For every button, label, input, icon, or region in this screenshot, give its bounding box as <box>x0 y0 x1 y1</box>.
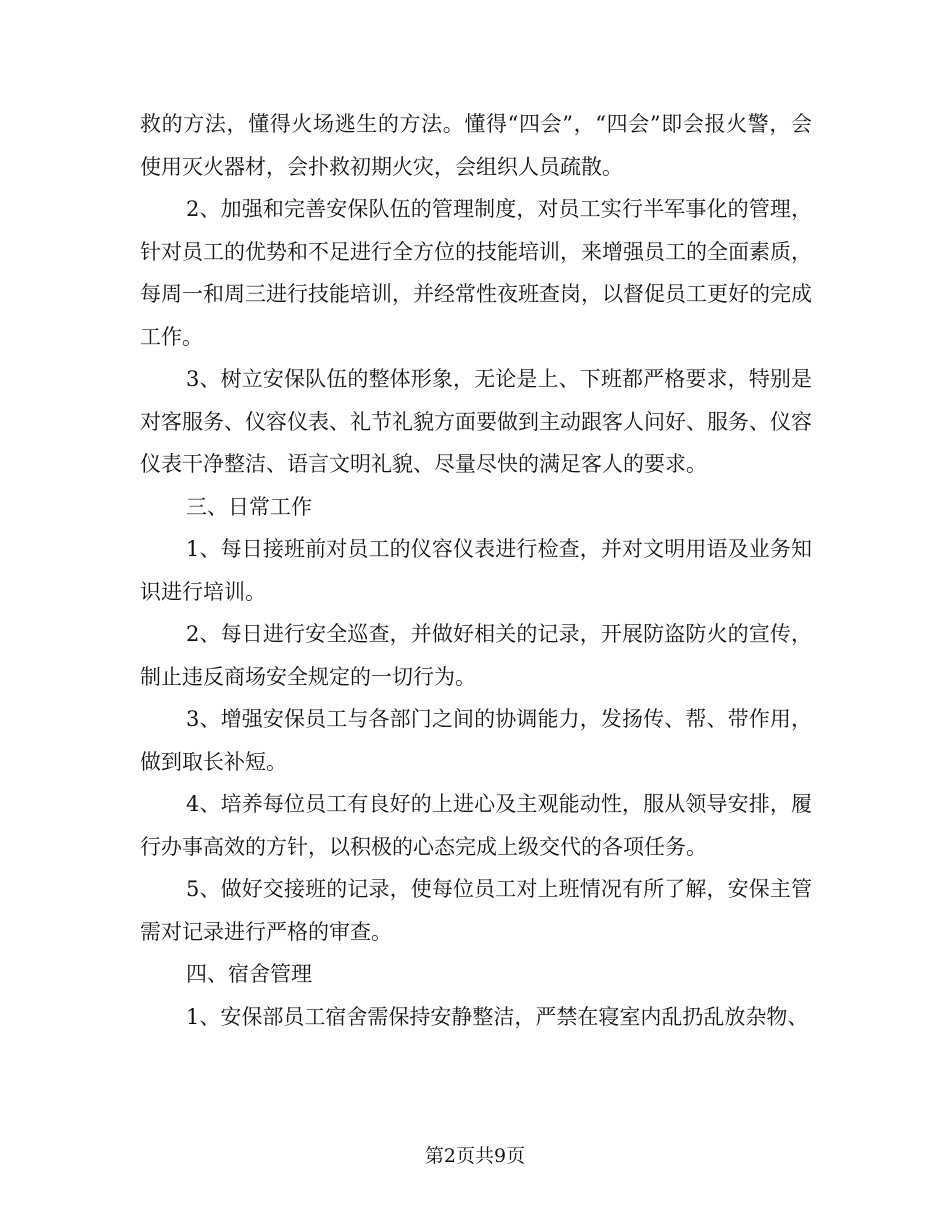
document-body <box>140 103 812 1038</box>
paragraph-motivation: 4、培养每位员工有良好的上进心及主观能动性，服从领导安排，履行办事高效的方针，以积极的心态完成上级交代的各项任务。 <box>140 792 812 859</box>
paragraph-dormitory-rules: 1、安保部员工宿舍需保持安静整洁，严禁在寝室内乱扔乱放杂物、 <box>186 1004 809 1029</box>
paragraph-team-image: 3、树立安保队伍的整体形象，无论是上、下班都严格要求，特别是对客服务、仪容仪表、礼节礼貌方面要做到主动跟客人问好、服务、仪容仪表干净整洁、语言文明礼貌、尽量尽快的满足客人的要求。 <box>140 367 812 476</box>
paragraph-fire-safety-continued: 救的方法，懂得火场逃生的方法。懂得“四会”，“四会”即会报火警，会使用灭火器材，会扑救初期火灾，会组织人员疏散。 <box>140 112 812 179</box>
paragraph-safety-patrol: 2、每日进行安全巡查，并做好相关的记录，开展防盗防火的宣传，制止违反商场安全规定的一切行为。 <box>140 622 812 689</box>
paragraph-coordination: 3、增强安保员工与各部门之间的协调能力，发扬传、帮、带作用，做到取长补短。 <box>140 707 812 774</box>
section-heading-dormitory: 四、宿舍管理 <box>186 962 312 986</box>
page-number-footer: 第2页共9页 <box>424 1145 526 1167</box>
section-heading-daily-work: 三、日常工作 <box>186 494 312 519</box>
paragraph-management-system: 2、加强和完善安保队伍的管理制度，对员工实行半军事化的管理，针对员工的优势和不足进行全方位的技能培训，来增强员工的全面素质，每周一和周三进行技能培训，并经常性夜班查岗，以督促员工更好的完成工作。 <box>140 197 812 349</box>
paragraph-daily-inspection: 1、每日接班前对员工的仪容仪表进行检查，并对文明用语及业务知识进行培训。 <box>140 537 812 604</box>
paragraph-shift-handover: 5、做好交接班的记录，使每位员工对上班情况有所了解，安保主管需对记录进行严格的审查。 <box>140 877 812 944</box>
